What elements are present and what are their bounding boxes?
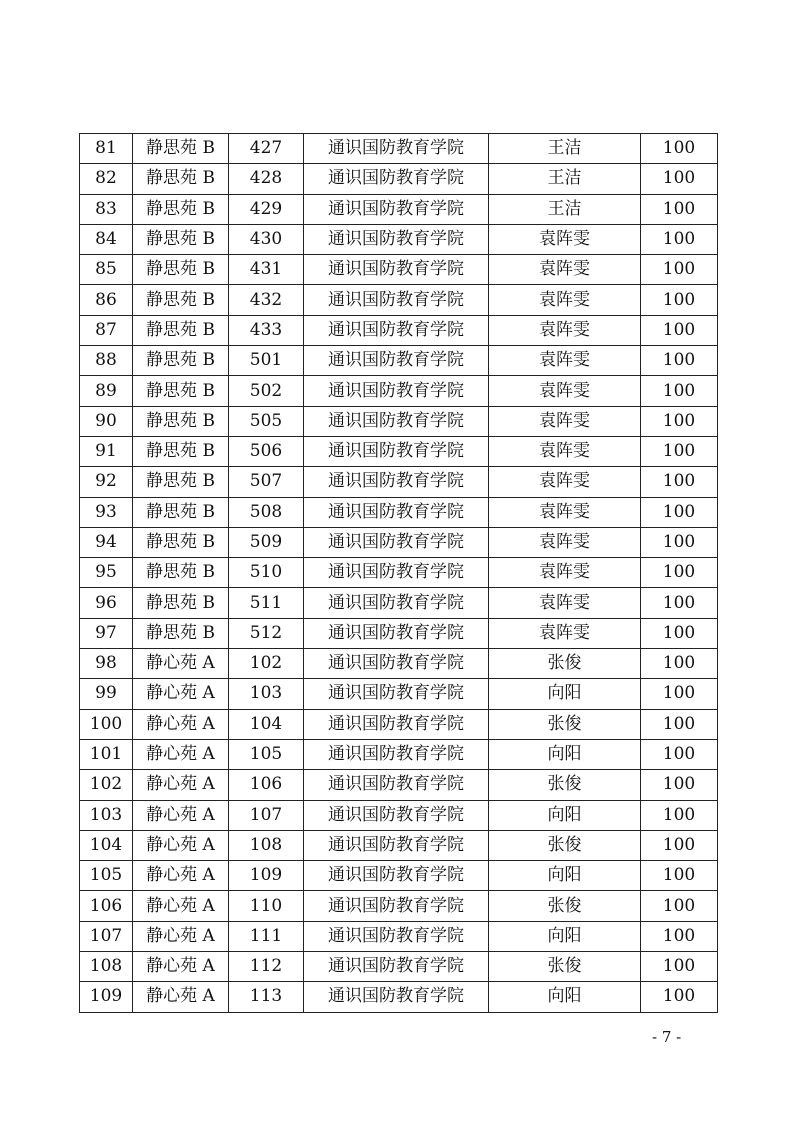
table-row [80, 618, 718, 648]
row-number-cell: 91 [80, 436, 133, 466]
college-cell: 通识国防教育学院 [304, 830, 489, 860]
room-number-cell: 502 [229, 376, 304, 406]
score-cell: 100 [641, 467, 718, 497]
building-cell: 静思苑 B [133, 315, 229, 345]
row-number-cell: 95 [80, 558, 133, 588]
building-cell: 静思苑 B [133, 527, 229, 557]
college-cell: 通识国防教育学院 [304, 739, 489, 769]
table-row [80, 558, 718, 588]
score-cell: 100 [641, 436, 718, 466]
building-cell: 静心苑 A [133, 739, 229, 769]
room-number-cell: 432 [229, 285, 304, 315]
table-row [80, 376, 718, 406]
table-row [80, 649, 718, 679]
row-number-cell: 93 [80, 497, 133, 527]
college-cell: 通识国防教育学院 [304, 527, 489, 557]
name-cell: 张俊 [489, 830, 641, 860]
room-number-cell: 508 [229, 497, 304, 527]
building-cell: 静思苑 B [133, 255, 229, 285]
name-cell: 袁阵雯 [489, 224, 641, 254]
name-cell: 向阳 [489, 679, 641, 709]
score-cell: 100 [641, 982, 718, 1012]
table-row [80, 679, 718, 709]
college-cell: 通识国防教育学院 [304, 861, 489, 891]
table-row [80, 194, 718, 224]
row-number-cell: 106 [80, 891, 133, 921]
name-cell: 张俊 [489, 709, 641, 739]
row-number-cell: 85 [80, 255, 133, 285]
college-cell: 通识国防教育学院 [304, 467, 489, 497]
score-cell: 100 [641, 255, 718, 285]
building-cell: 静思苑 B [133, 194, 229, 224]
building-cell: 静心苑 A [133, 952, 229, 982]
score-cell: 100 [641, 588, 718, 618]
table-row [80, 436, 718, 466]
building-cell: 静思苑 B [133, 467, 229, 497]
room-number-cell: 113 [229, 982, 304, 1012]
name-cell: 袁阵雯 [489, 588, 641, 618]
score-cell: 100 [641, 527, 718, 557]
college-cell: 通识国防教育学院 [304, 588, 489, 618]
score-cell: 100 [641, 921, 718, 951]
table-row [80, 527, 718, 557]
college-cell: 通识国防教育学院 [304, 770, 489, 800]
college-cell: 通识国防教育学院 [304, 346, 489, 376]
room-number-cell: 102 [229, 649, 304, 679]
room-number-cell: 511 [229, 588, 304, 618]
score-cell: 100 [641, 194, 718, 224]
room-number-cell: 107 [229, 800, 304, 830]
table-row [80, 861, 718, 891]
table-row [80, 346, 718, 376]
room-number-cell: 506 [229, 436, 304, 466]
building-cell: 静思苑 B [133, 618, 229, 648]
name-cell: 王洁 [489, 164, 641, 194]
room-number-cell: 106 [229, 770, 304, 800]
name-cell: 袁阵雯 [489, 558, 641, 588]
row-number-cell: 108 [80, 952, 133, 982]
building-cell: 静思苑 B [133, 406, 229, 436]
table-row [80, 800, 718, 830]
table-row [80, 739, 718, 769]
table-row [80, 164, 718, 194]
name-cell: 袁阵雯 [489, 315, 641, 345]
name-cell: 向阳 [489, 800, 641, 830]
name-cell: 张俊 [489, 891, 641, 921]
college-cell: 通识国防教育学院 [304, 315, 489, 345]
row-number-cell: 102 [80, 770, 133, 800]
table-row [80, 921, 718, 951]
room-number-cell: 430 [229, 224, 304, 254]
score-cell: 100 [641, 800, 718, 830]
score-cell: 100 [641, 376, 718, 406]
room-number-cell: 108 [229, 830, 304, 860]
college-cell: 通识国防教育学院 [304, 224, 489, 254]
score-cell: 100 [641, 406, 718, 436]
page-number: - 7 - [652, 1028, 682, 1046]
room-number-cell: 510 [229, 558, 304, 588]
score-cell: 100 [641, 830, 718, 860]
table-row [80, 255, 718, 285]
college-cell: 通识国防教育学院 [304, 558, 489, 588]
college-cell: 通识国防教育学院 [304, 952, 489, 982]
row-number-cell: 97 [80, 618, 133, 648]
room-number-cell: 509 [229, 527, 304, 557]
room-number-cell: 427 [229, 134, 304, 164]
name-cell: 袁阵雯 [489, 618, 641, 648]
building-cell: 静心苑 A [133, 800, 229, 830]
table-row [80, 134, 718, 164]
building-cell: 静思苑 B [133, 134, 229, 164]
score-cell: 100 [641, 497, 718, 527]
building-cell: 静思苑 B [133, 436, 229, 466]
college-cell: 通识国防教育学院 [304, 982, 489, 1012]
name-cell: 张俊 [489, 952, 641, 982]
room-number-cell: 512 [229, 618, 304, 648]
table-row [80, 770, 718, 800]
building-cell: 静思苑 B [133, 588, 229, 618]
building-cell: 静思苑 B [133, 376, 229, 406]
room-number-cell: 428 [229, 164, 304, 194]
row-number-cell: 109 [80, 982, 133, 1012]
row-number-cell: 87 [80, 315, 133, 345]
room-number-cell: 431 [229, 255, 304, 285]
score-cell: 100 [641, 224, 718, 254]
score-cell: 100 [641, 649, 718, 679]
table-row [80, 709, 718, 739]
row-number-cell: 84 [80, 224, 133, 254]
name-cell: 向阳 [489, 921, 641, 951]
name-cell: 袁阵雯 [489, 406, 641, 436]
name-cell: 袁阵雯 [489, 376, 641, 406]
score-cell: 100 [641, 164, 718, 194]
college-cell: 通识国防教育学院 [304, 649, 489, 679]
score-cell: 100 [641, 679, 718, 709]
name-cell: 向阳 [489, 982, 641, 1012]
table-row [80, 588, 718, 618]
score-cell: 100 [641, 315, 718, 345]
room-number-cell: 429 [229, 194, 304, 224]
building-cell: 静心苑 A [133, 861, 229, 891]
row-number-cell: 100 [80, 709, 133, 739]
row-number-cell: 82 [80, 164, 133, 194]
name-cell: 袁阵雯 [489, 436, 641, 466]
score-cell: 100 [641, 285, 718, 315]
room-number-cell: 105 [229, 739, 304, 769]
row-number-cell: 90 [80, 406, 133, 436]
table-row [80, 285, 718, 315]
row-number-cell: 88 [80, 346, 133, 376]
building-cell: 静心苑 A [133, 982, 229, 1012]
row-number-cell: 92 [80, 467, 133, 497]
table-row [80, 467, 718, 497]
college-cell: 通识国防教育学院 [304, 255, 489, 285]
building-cell: 静思苑 B [133, 346, 229, 376]
table-row [80, 891, 718, 921]
college-cell: 通识国防教育学院 [304, 800, 489, 830]
room-number-cell: 103 [229, 679, 304, 709]
college-cell: 通识国防教育学院 [304, 436, 489, 466]
room-number-cell: 104 [229, 709, 304, 739]
row-number-cell: 98 [80, 649, 133, 679]
row-number-cell: 81 [80, 134, 133, 164]
room-number-cell: 111 [229, 921, 304, 951]
college-cell: 通识国防教育学院 [304, 194, 489, 224]
score-cell: 100 [641, 346, 718, 376]
college-cell: 通识国防教育学院 [304, 376, 489, 406]
score-cell: 100 [641, 739, 718, 769]
building-cell: 静心苑 A [133, 679, 229, 709]
name-cell: 张俊 [489, 649, 641, 679]
building-cell: 静心苑 A [133, 830, 229, 860]
room-number-cell: 505 [229, 406, 304, 436]
college-cell: 通识国防教育学院 [304, 618, 489, 648]
row-number-cell: 94 [80, 527, 133, 557]
building-cell: 静心苑 A [133, 709, 229, 739]
building-cell: 静思苑 B [133, 224, 229, 254]
college-cell: 通识国防教育学院 [304, 285, 489, 315]
building-cell: 静思苑 B [133, 497, 229, 527]
table-row [80, 497, 718, 527]
room-number-cell: 110 [229, 891, 304, 921]
score-cell: 100 [641, 770, 718, 800]
name-cell: 袁阵雯 [489, 255, 641, 285]
table-row [80, 224, 718, 254]
room-number-cell: 112 [229, 952, 304, 982]
score-cell: 100 [641, 558, 718, 588]
score-cell: 100 [641, 861, 718, 891]
room-number-cell: 109 [229, 861, 304, 891]
score-cell: 100 [641, 134, 718, 164]
table-row [80, 982, 718, 1012]
room-number-cell: 433 [229, 315, 304, 345]
table-row [80, 315, 718, 345]
building-cell: 静思苑 B [133, 285, 229, 315]
college-cell: 通识国防教育学院 [304, 134, 489, 164]
name-cell: 袁阵雯 [489, 497, 641, 527]
dormitory-table [79, 133, 718, 1013]
name-cell: 向阳 [489, 861, 641, 891]
building-cell: 静思苑 B [133, 558, 229, 588]
row-number-cell: 96 [80, 588, 133, 618]
building-cell: 静心苑 A [133, 891, 229, 921]
row-number-cell: 107 [80, 921, 133, 951]
row-number-cell: 104 [80, 830, 133, 860]
name-cell: 向阳 [489, 739, 641, 769]
college-cell: 通识国防教育学院 [304, 709, 489, 739]
college-cell: 通识国防教育学院 [304, 921, 489, 951]
college-cell: 通识国防教育学院 [304, 891, 489, 921]
building-cell: 静心苑 A [133, 649, 229, 679]
table-row [80, 406, 718, 436]
name-cell: 袁阵雯 [489, 467, 641, 497]
name-cell: 张俊 [489, 770, 641, 800]
score-cell: 100 [641, 618, 718, 648]
name-cell: 王洁 [489, 194, 641, 224]
room-number-cell: 507 [229, 467, 304, 497]
row-number-cell: 103 [80, 800, 133, 830]
table-row [80, 952, 718, 982]
row-number-cell: 105 [80, 861, 133, 891]
building-cell: 静心苑 A [133, 921, 229, 951]
row-number-cell: 83 [80, 194, 133, 224]
table-body [80, 134, 718, 1013]
name-cell: 袁阵雯 [489, 285, 641, 315]
name-cell: 王洁 [489, 134, 641, 164]
college-cell: 通识国防教育学院 [304, 406, 489, 436]
building-cell: 静思苑 B [133, 164, 229, 194]
college-cell: 通识国防教育学院 [304, 679, 489, 709]
row-number-cell: 89 [80, 376, 133, 406]
college-cell: 通识国防教育学院 [304, 497, 489, 527]
score-cell: 100 [641, 952, 718, 982]
building-cell: 静心苑 A [133, 770, 229, 800]
score-cell: 100 [641, 891, 718, 921]
row-number-cell: 99 [80, 679, 133, 709]
score-cell: 100 [641, 709, 718, 739]
row-number-cell: 86 [80, 285, 133, 315]
name-cell: 袁阵雯 [489, 527, 641, 557]
table-row [80, 830, 718, 860]
row-number-cell: 101 [80, 739, 133, 769]
name-cell: 袁阵雯 [489, 346, 641, 376]
college-cell: 通识国防教育学院 [304, 164, 489, 194]
room-number-cell: 501 [229, 346, 304, 376]
